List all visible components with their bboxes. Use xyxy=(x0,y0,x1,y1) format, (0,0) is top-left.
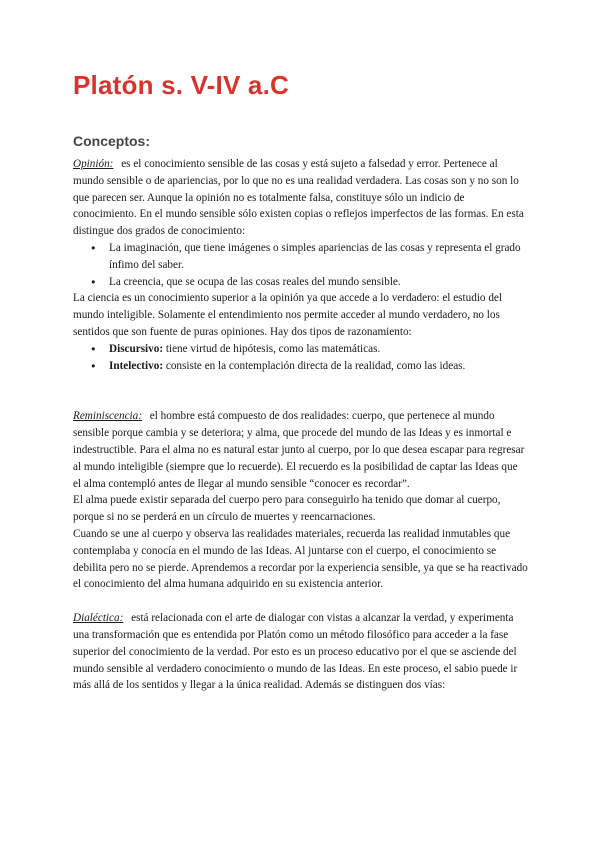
opinion-bullet-list xyxy=(73,240,528,290)
dialectica-term: Dialéctica: xyxy=(73,612,124,625)
bullet-bold-term: Discursivo: xyxy=(109,342,164,355)
list-item xyxy=(109,358,528,375)
section-spacer xyxy=(73,593,528,610)
ciencia-paragraph: La ciencia es un conocimiento superior a la opinión ya que accede a lo verdadero: el estudio del mundo inteligible. Solamente el entendimiento nos permite acceder al mundo verdadero, no los sentidos que son fuente de puras opiniones. Hay dos tipos de razonamiento: xyxy=(73,292,502,338)
ciencia-bullet-list xyxy=(73,341,528,375)
document-body xyxy=(73,156,528,694)
section-subtitle: Conceptos: xyxy=(73,133,150,149)
list-item xyxy=(109,341,528,358)
bullet-bold-term: Intelectivo: xyxy=(109,359,164,372)
list-item: ● La creencia, que se ocupa de las cosas reales del mundo sensible. xyxy=(109,274,528,291)
bullet-text: consiste en la contemplación directa de la realidad, como las ideas. xyxy=(163,359,466,372)
opinion-text: es el conocimiento sensible de las cosas y está sujeto a falsedad y error. Pertenece al mundo sensible o de apariencias, por lo que no es una realidad verdadera. Las cosas son y no son lo que parecen ser. Aunque la opinión no es totalmente falsa, constituye sólo un indicio de conocimiento. En el mundo sensible sólo existen copias o reflejos imperfectos de las formas. En esta distingue dos grados de conocimiento: xyxy=(73,158,524,238)
reminiscencia-paragraph xyxy=(73,408,528,492)
dialectica-paragraph xyxy=(73,610,528,694)
reminiscencia-term: Reminiscencia: xyxy=(73,410,142,423)
opinion-term: Opinión: xyxy=(73,158,114,170)
reminiscencia-paragraph-3: Cuando se une al cuerpo y observa las realidades materiales, recuerda las realidad inmutables que contemplaba y conocía en el mundo de las Ideas. Al juntarse con el cuerpo, el conocimiento se debilita pero no se pierde. Aprendemos a recordar por la experiencia sensible, ya que se ha reactivado el conocimiento del alma humana adquirido en su existencia anterior. xyxy=(73,527,528,591)
page-title: Platón s. V-IV a.C xyxy=(73,70,289,100)
reminiscencia-text: el hombre está compuesto de dos realidades: cuerpo, que pertenece al mundo sensible porque cambia y se deteriora; y alma, que procede del mundo de las Ideas y es inmortal e indestructible. Para el alma no es natural estar junto al cuerpo, por lo que desea escapar para regresar al mundo inteligible (siempre que lo recuerde). El recuerdo es la posibilidad de captar las Ideas que el alma contempló antes de llegar al mundo sensible “conocer es recordar”. xyxy=(73,410,525,490)
bullet-text: tiene virtud de hipótesis, como las matemáticas. xyxy=(163,342,381,355)
opinion-paragraph xyxy=(73,156,528,240)
dialectica-text: está relacionada con el arte de dialogar con vistas a alcanzar la verdad, y experimenta una transformación que es entendida por Platón como un método filosófico para acceder a la fase superior del conocimiento de la verdad. Por esto es un proceso educativo por el que se asciende del mundo sensible al verdadero conocimiento o mundo de las Ideas. En este proceso, el sabio puede ir más allá de los sentidos y llegar a la única realidad. Además se distinguen dos vías: xyxy=(73,612,518,692)
section-spacer xyxy=(73,374,528,408)
reminiscencia-paragraph-2: El alma puede existir separada del cuerpo pero para conseguirlo ha tenido que domar al cuerpo, porque si no se perderá en un círculo de muertes y reencarnaciones. xyxy=(73,494,501,524)
list-item: ● La imaginación, que tiene imágenes o simples apariencias de las cosas y representa el grado ínfimo del saber. xyxy=(109,240,528,274)
